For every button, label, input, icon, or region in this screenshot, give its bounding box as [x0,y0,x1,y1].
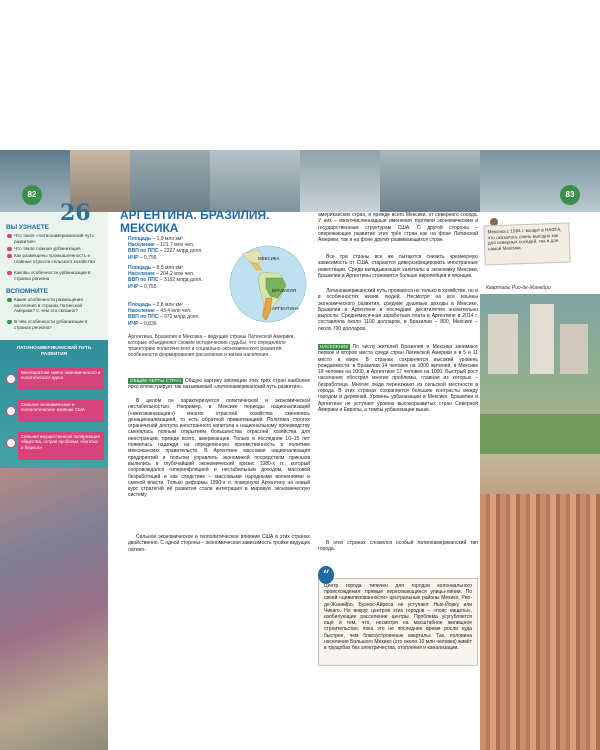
photo-building [530,304,554,374]
photo-greenery [480,414,600,454]
quote-icon: “ [318,566,334,584]
section-common-features: ОБЩИЕ ЧЕРТЫ СТРАН Общую картину эволюции этих трёх стран наиболее ярко иллюстрирует так называемый «латиноамериканский путь развития». [128,378,310,391]
learn-item: Что такое ложная урбанизация [14,246,104,252]
people-photo [0,468,108,750]
photo-building [560,324,588,374]
block-title: ЛАТИНОАМЕРИКАНСКИЙ ПУТЬ РАЗВИТИЯ [16,346,92,357]
banner-photo [300,150,380,212]
bullet-icon [7,254,12,259]
fact-row: Население – 121,7 млн чел. [128,242,195,249]
sidebar-box: Сильная имущественная поляризация общества, острая проблема «богатых и бедных» [18,432,104,460]
paragraph: американских стран, и прежде всего Мексики, от северного соседа. У них – многочисленнадные именения торговли экономическим и государственным структурам США. С другой стороны – опережающее развитие этих трёх стран как на фоне Латинской Америки, так и на фоне других развивающихся стран. [318,212,478,244]
bullet-icon [7,298,12,303]
fact-row: Площадь – 1,9 млн км² [128,236,183,242]
map-label-argentina: АРГЕНТИНА [272,306,299,311]
quote-box: Центр города типичен для городов колониального происхождения: прямые пересекающиеся улицы-линии. По своей «цивилизованности» центральные районы Мехико, Рио-де-Жанейро, Буэнос-Айреса не уступают Нью-Йорку или Чикаго. Но вокруг центров этих городов – «пояс нищеты», изобилующие расселение центры. Проблема усугубляется ещё и тем, что, несмотря на масштабное жилищное строительство, пока это не последнее время росли куда быстрее, чем благоустроенные кварталы. Так, половина населения Большого Мехико (это около 10 млн человек) живёт в трущобах без электричества, отопления и канализации. [318,578,478,666]
fact-row: ИЧР – 0,836 [128,320,157,327]
banner-photo [480,150,600,212]
fact-row: ИЧР – 0,755 [128,283,157,290]
paragraph: В целом он характеризуется политической и экономической нестабильностью. Например, в Мексике периоды национализаций («мексиканизации») многих отраслей хозяйства сменялись денационализацией, то есть обратной приватизацией. Политика строгих ограничений доступа иностранного капитала к национальному производству сменялась полным открытием большинства отраслей хозяйства для иностранцев, прежде всего, американцев. Только в последние 10–15 лет появилась надежда на определённую преемственность в политике мексиканских правительств. В Аргентине массовая национализация предприятий и попытки управлять экономикой посредством приказов вылились в глубочайший экономический кризис 1980-х гг., который сопровождался гиперинфляцией и нестабильным доходом, массовой безработицей и как следствие – массовыми народными волнениями и сменой власти. Только реформы 1990-х гг. повернули Аргентину на новый курс стратегий её развития стала интеграция в мировую экономическую систему. [128,398,310,499]
bullet-icon [7,271,12,276]
circle-icon [6,374,16,384]
sidebar-box: Многократная смена экономического и политического курса [18,368,104,390]
facts-brazil [128,265,203,290]
circle-icon [6,406,16,416]
map-label-brazil: БРАЗИЛИЯ [272,288,296,293]
fact-row: ВВП по ППС – 972 млрд долл. [128,314,200,321]
banner-photo [130,150,210,212]
paragraph: Латиноамериканский путь проявился не только в хозяйстве, но и в особенностях жизни людей. Несмотря на все изъяны экономического развития, средние душевые доходы в Мексике, Бразилии и Аргентине в последние десятилетия значительно выросли. Среднемесячная заработная плата в Аргентине в 2014 г. составляла около 1100 долларов, в Бразилии – 800, Мексике – около 700 долларов. [318,288,478,332]
map-label-mexico: МЕКСИКА [258,256,280,261]
paragraph: Все три страны все же пытаются снизить чрезмерную зависимость от США, стараются диверсифицировать иностранные инвестиции. Среди вкладывающих капиталы в экономику Мексики, Бразилии и Аргентины становится больше европейцев и японцев. [318,254,478,279]
facts-argentina [128,302,200,327]
page-number-right: 83 [560,185,580,205]
learn-item: Как размещены промышленность и главные отрасли сельского хозяйства [14,253,104,264]
learn-item: Каковы особенности урбанизации в странах региона [14,270,104,281]
fact-row: Площадь – 2,8 млн км² [128,302,183,308]
page-number-left: 82 [22,185,42,205]
note-card: Мексика с 1994 г. входит в НАФТА, что оказалось очень выгодно как для северных соседей, так и для самой Мексики. [483,223,570,266]
circle-icon [6,438,16,448]
remember-item: Какие особенности размещения населения в странах Латинской Америки? С чем это связано? [14,297,104,314]
fact-row: ВВП по ППС – 3192 млрд долл. [128,277,203,284]
bullet-icon [7,247,12,252]
bullet-icon [7,234,12,239]
section-tag: ОБЩИЕ ЧЕРТЫ СТРАН [130,378,181,383]
fact-row: ИЧР – 0,756 [128,254,157,261]
bullet-icon [7,320,12,325]
lead-paragraph: Аргентина, Бразилия и Мексика – ведущие страны Латинской Америки, которые объединяют схожие исторические судьбы, что определило траекторию политического и социально-экономического развития, особенности формирования расселения и жизни населения. [128,334,295,359]
photo-favela [480,494,600,750]
banner-photo [210,150,300,212]
section-tag: НАСЕЛЕНИЕ [320,344,349,349]
fact-row: ВВП по ППС – 2227 млрд долл. [128,248,203,255]
fact-row: Население – 204,2 млн чел. [128,271,195,278]
title-line: АРГЕНТИНА. БРАЗИЛИЯ. [120,208,270,222]
sidebar-box: Сильное экономическое и геополитическое влияние США [18,400,104,422]
banner-photo [380,150,480,212]
fact-row: Население – 43,4 млн чел. [128,308,192,315]
facts-mexico [128,236,203,261]
paragraph: Сильное экономическое и геополитическое влияние США в этих странах двойственно. С одной стороны – экономическая зависимость тройки ведущих латино- [128,534,310,553]
fact-row: Площадь – 8,5 млн км² [128,265,183,271]
rio-photo [480,294,600,750]
remember-heading: ВСПОМНИТЕ [6,288,48,295]
title-line: МЕКСИКА [120,221,179,235]
remember-item: В чём особенности урбанизации в странах региона? [14,319,104,330]
learn-item: Что такое «латиноамериканский путь развития» [14,233,104,244]
lesson-number: 26 [60,200,91,226]
photo-caption: Кварталы Рио-де-Жанейро [486,285,551,291]
paragraph: В этих странах сложился особый латиноамериканский тип города. [318,540,478,553]
photo-building [488,314,518,374]
section-population: НАСЕЛЕНИЕ По числу жителей Бразилия и Мексика занимают первое и второе места среди стран Латинской Америки и в 5 и 11 место в мире. В странах сохраняется высокий уровень рождаемости: в Бразилии 14 человек на 1000 жителей, в Мексике 19 человек на 1000, в Аргентине 17 человек на 1000. Быстрый рост населения обострил многие проблемы, главная из которых – безработица. Многие люди переезжают из сельской местности в города. В этих странах сохраняется большие контрасты между городом и деревней. Уровень урбанизации в Мексике, Бразилии и Аргентине не уступает уровню высокоразвитых стран Северной Америки и Европы, а темпы урбанизации выше. [318,344,478,413]
learn-heading: ВЫ УЗНАЕТЕ [6,224,50,231]
globe-map [228,232,308,332]
